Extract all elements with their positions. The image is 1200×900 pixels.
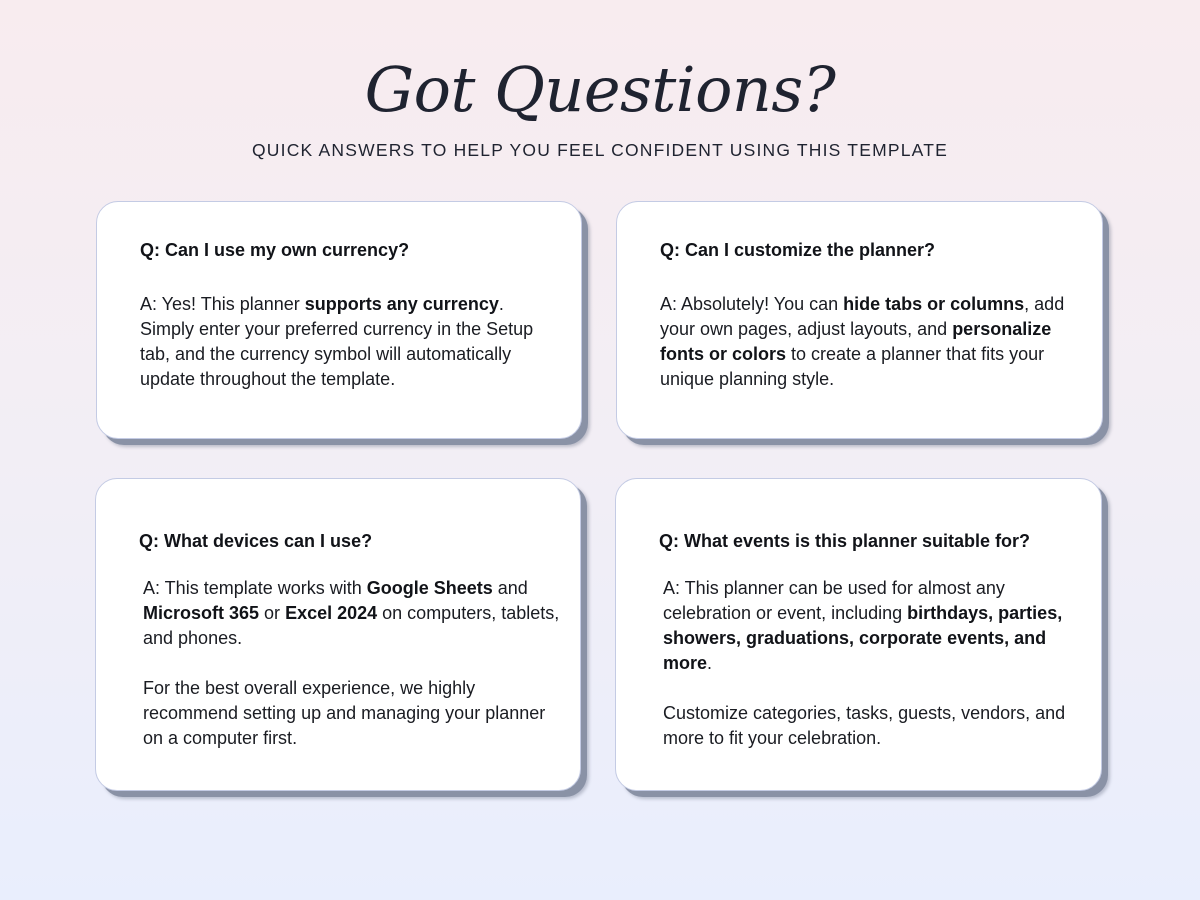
faq-card-events <box>615 478 1102 791</box>
faq-answer-paragraph <box>660 292 1080 392</box>
faq-answer-paragraph <box>663 576 1083 676</box>
answer-text: A: This template works with <box>143 578 367 598</box>
emphasis-text: Excel 2024 <box>285 603 378 623</box>
emphasis-text: birthdays, parties, showers, graduations, corporate events, and more <box>663 603 1063 673</box>
answer-text: . <box>707 653 713 673</box>
answer-text: A: Absolutely! You can <box>660 294 844 314</box>
answer-text: A: Yes! This planner <box>140 294 305 314</box>
faq-answer-paragraph <box>140 292 560 392</box>
page-title: Got Questions? <box>364 53 836 126</box>
answer-text: and <box>492 578 528 598</box>
faq-answer <box>143 576 563 751</box>
faq-question: Q: What devices can I use? <box>139 531 373 551</box>
answer-text: to create a planner that fits your unique planning style. <box>660 344 1045 389</box>
faq-card-devices <box>95 478 581 791</box>
emphasis-text: Microsoft 365 <box>143 603 260 623</box>
faq-answer-paragraph <box>663 701 1083 751</box>
answer-text: , add your own pages, adjust layouts, and <box>660 294 1065 339</box>
faq-answer-paragraph <box>143 576 563 651</box>
faq-question: Q: Can I customize the planner? <box>660 240 936 260</box>
answer-text: . <box>498 294 504 314</box>
emphasis-text: Google Sheets <box>366 578 493 598</box>
faq-answer <box>663 576 1083 751</box>
faq-answer-paragraph <box>143 676 563 751</box>
faq-card-customize <box>616 201 1103 439</box>
faq-answer <box>140 292 560 392</box>
page-subtitle: QUICK ANSWERS TO HELP YOU FEEL CONFIDENT USING THIS TEMPLATE <box>252 140 948 160</box>
faq-question: Q: What events is this planner suitable for? <box>659 531 1031 551</box>
emphasis-text: supports any currency <box>304 294 499 314</box>
faq-question: Q: Can I use my own currency? <box>140 240 410 260</box>
answer-text: on computers, tablets, and phones. <box>143 603 560 648</box>
answer-text: or <box>259 603 286 623</box>
emphasis-text: hide tabs or columns <box>843 294 1025 314</box>
faq-answer <box>660 292 1080 392</box>
answer-text: Simply enter your preferred currency in the Setup tab, and the currency symbol will automatically update throughout the template. <box>140 319 534 389</box>
answer-text: For the best overall experience, we highly recommend setting up and managing your planner on a computer first. <box>143 678 546 748</box>
faq-card-currency <box>96 201 582 439</box>
answer-text: Customize categories, tasks, guests, vendors, and more to fit your celebration. <box>663 703 1066 748</box>
answer-text: A: This planner can be used for almost any celebration or event, including <box>663 578 1005 623</box>
emphasis-text: personalize fonts or colors <box>660 319 1052 364</box>
